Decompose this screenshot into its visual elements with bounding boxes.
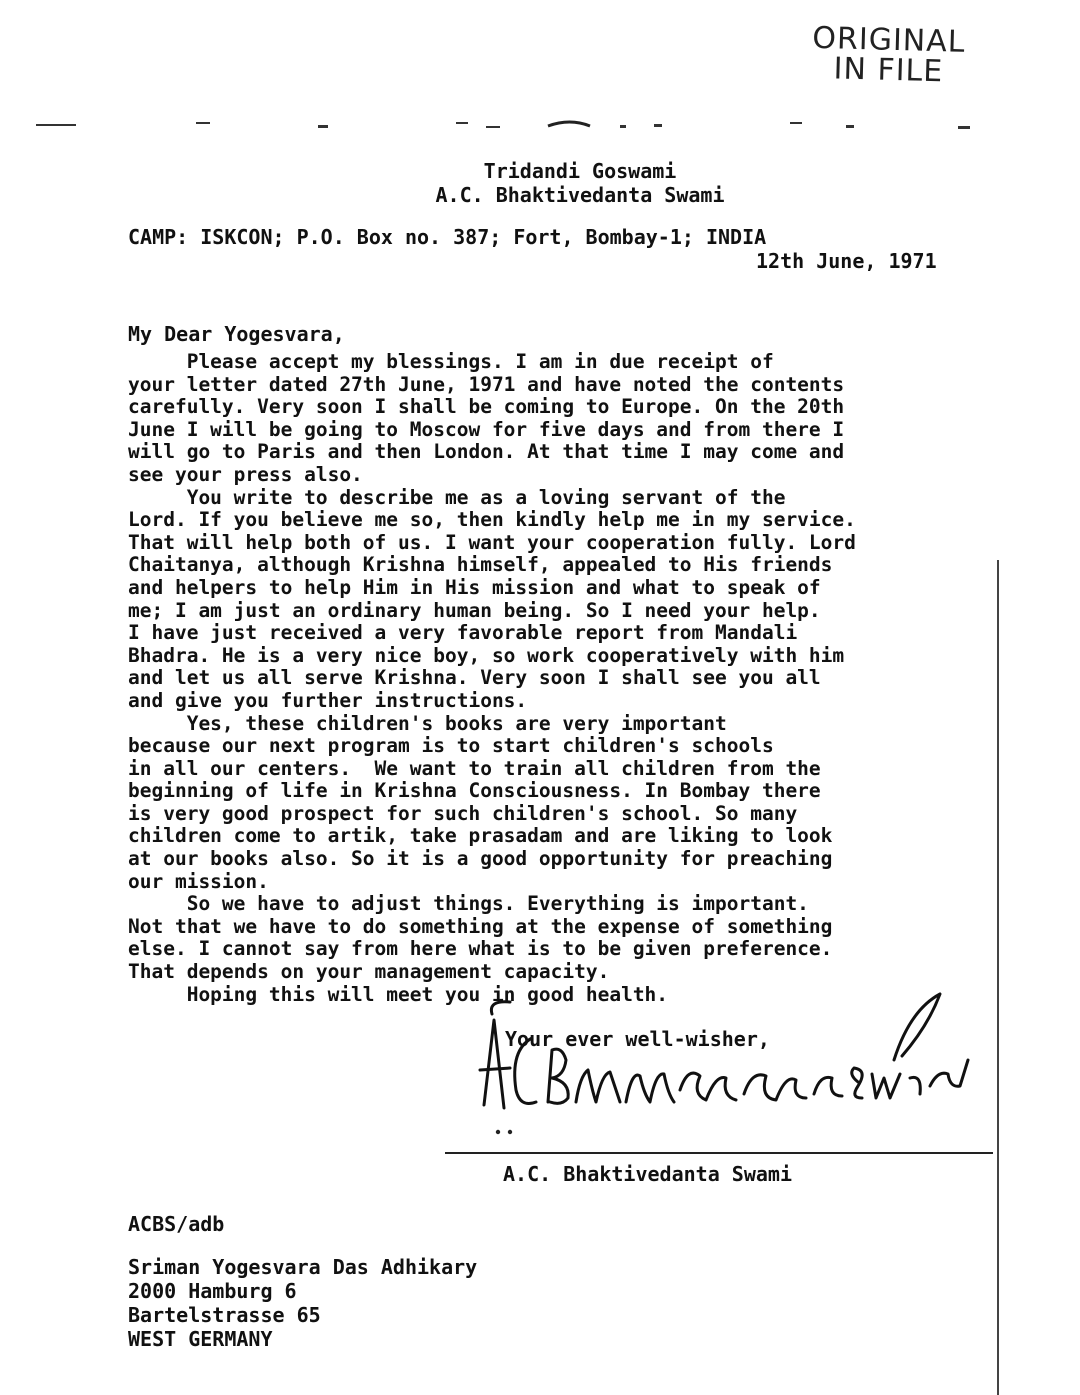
address-line: Bartelstrasse 65 [128,1303,321,1327]
body-line: me; I am just an ordinary human being. So I need your help. [128,598,821,622]
signature-rule [445,1152,993,1154]
body-line: and let us all serve Krishna. Very soon I shall see you all [128,666,821,690]
body-line: and helpers to help Him in His mission and what to speak of [128,575,821,599]
body-line: June I will be going to Moscow for five days and from there I [128,417,845,441]
body-line: Not that we have to do something at the expense of something [128,914,833,938]
letter-body [128,351,998,1006]
body-line: in all our centers. We want to train all children from the [128,756,821,780]
body-line: Bhadra. He is a very nice boy, so work cooperatively with him [128,643,845,667]
body-line: is very good prospect for such children's school. So many [128,801,798,825]
salutation: My Dear Yogesvara, [128,322,345,346]
closing-text: Your ever well-wisher, [505,1027,770,1051]
address-line: WEST GERMANY [128,1327,273,1351]
body-line: see your press also. [128,462,363,486]
scan-specks [0,112,1080,142]
body-line: Yes, these children's books are very important [128,711,727,735]
body-line: our mission. [128,869,269,893]
body-line: your letter dated 27th June, 1971 and have noted the contents [128,372,845,396]
address-line: 2000 Hamburg 6 [128,1279,297,1303]
original-in-file-stamp [811,20,983,90]
body-line: at our books also. So it is a good opportunity for preaching [128,847,833,871]
body-line: Lord. If you believe me so, then kindly help me in my service. [128,508,856,532]
body-line: That depends on your management capacity. [128,960,610,984]
body-line: So we have to adjust things. Everything is important. [128,892,809,916]
body-line: and give you further instructions. [128,688,528,712]
stamp-line-1: ORIGINAL [811,20,966,60]
typed-signature-name: A.C. Bhaktivedanta Swami [503,1162,792,1186]
recipient-address [128,1255,477,1351]
body-line: That will help both of us. I want your cooperation fully. Lord [128,530,856,554]
body-line: I have just received a very favorable report from Mandali [128,621,798,645]
handwritten-signature [470,990,980,1140]
body-line: Hoping this will meet you in good health. [128,982,669,1006]
body-line: children come to artik, take prasadam and are liking to look [128,824,833,848]
stamp-line-2: IN FILE [833,51,944,90]
letter-date: 12th June, 1971 [756,249,937,273]
letterhead-title: Tridandi Goswami [483,159,677,183]
body-line: will go to Paris and then London. At that time I may come and [128,440,845,464]
address-line: Sriman Yogesvara Das Adhikary [128,1255,478,1279]
body-line: beginning of life in Krishna Consciousness. In Bombay there [128,779,821,803]
body-line: Chaitanya, although Krishna himself, appealed to His friends [128,553,833,577]
body-line: carefully. Very soon I shall be coming to Europe. On the 20th [128,395,845,419]
body-line: else. I cannot say from here what is to be given preference. [128,937,833,961]
body-line: because our next program is to start children's schools [128,734,774,758]
body-line: You write to describe me as a loving servant of the [128,485,786,509]
camp-address: CAMP: ISKCON; P.O. Box no. 387; Fort, Bombay-1; INDIA [128,225,767,249]
letterhead-name: A.C. Bhaktivedanta Swami [435,183,725,207]
body-line: Please accept my blessings. I am in due receipt of [128,350,774,373]
reference-initials: ACBS/adb [128,1212,225,1236]
